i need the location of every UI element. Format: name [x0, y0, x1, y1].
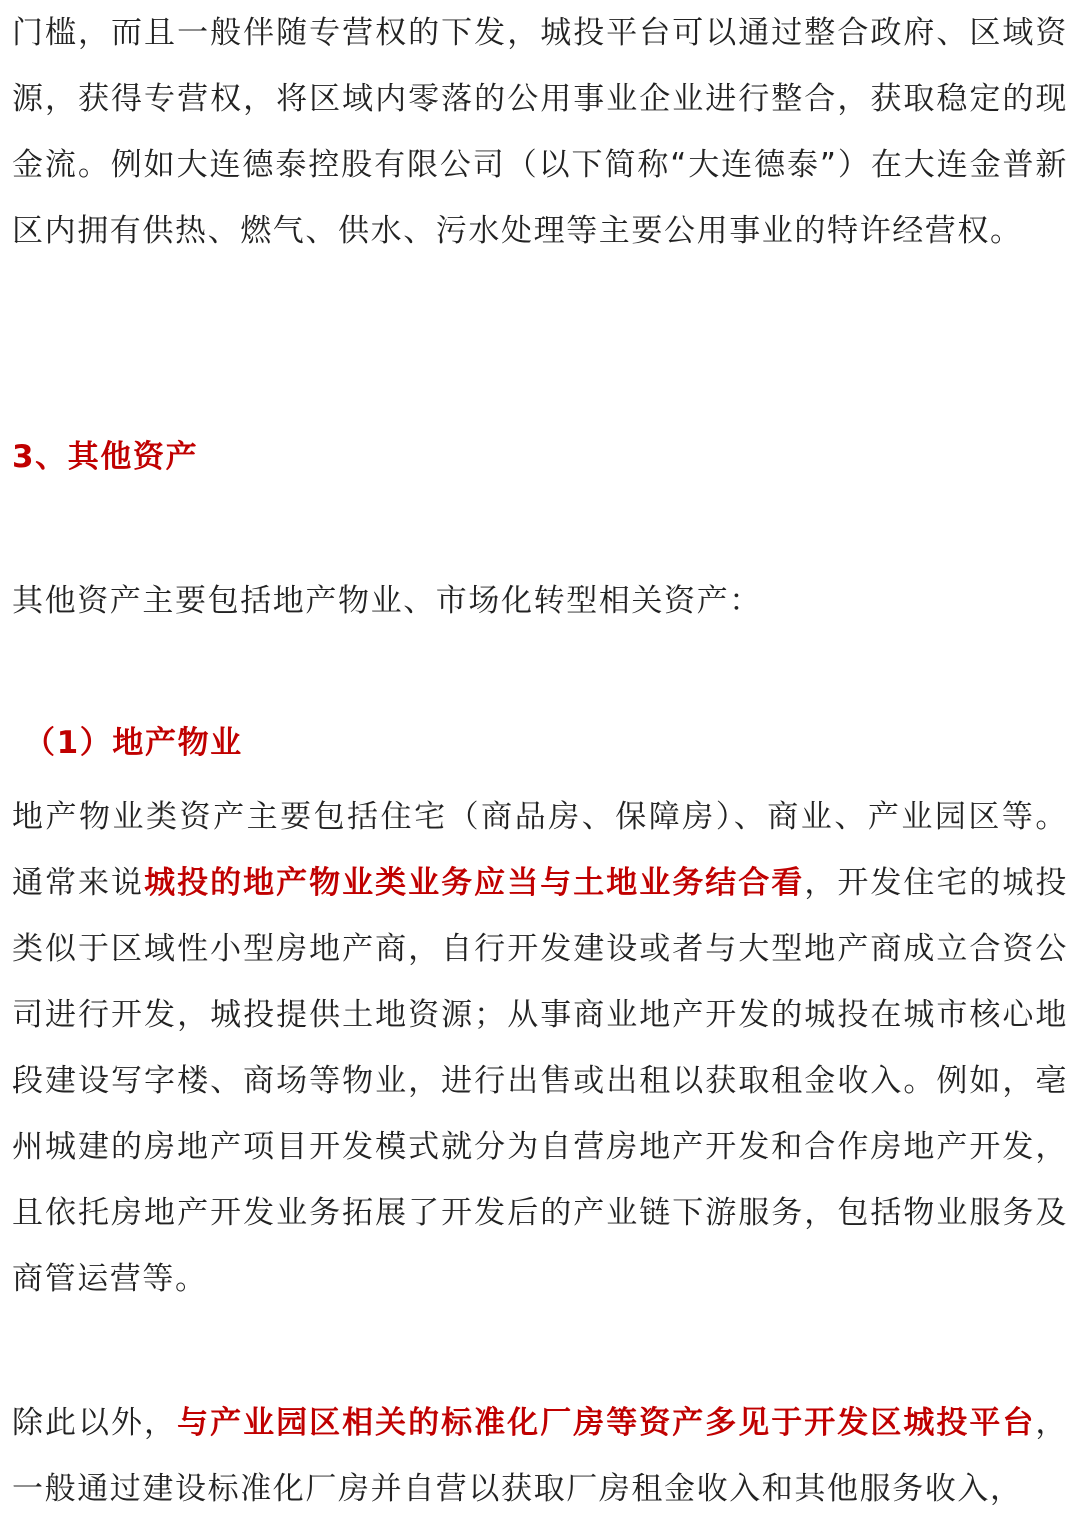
- paragraph-text: 除此以外，: [12, 1405, 178, 1441]
- paragraph-text: 地产物业类资产主要包括住宅（商品房、保障房）、商业、产业园区等。通常来说: [12, 799, 1068, 901]
- paragraph-other-assets-intro: 其他资产主要包括地产物业、市场化转型相关资产：: [12, 583, 762, 619]
- highlighted-text: 与产业园区相关的标准化厂房等资产多见于开发区城投平台: [177, 1405, 1036, 1441]
- highlighted-text: 城投的地产物业类业务应当与土地业务结合看: [144, 865, 805, 901]
- paragraph-utilities: 门槛，而且一般伴随专营权的下发，城投平台可以通过整合政府、区域资源，获得专营权，将区域内零落的公用事业企业进行整合，获取稳定的现金流。例如大连德泰控股有限公司（以下简称“大连德泰”）在大连金普新区内拥有供热、燃气、供水、污水处理等主要公用事业的特许经营权。: [12, 15, 1068, 249]
- paragraph-text: ，开发住宅的城投类似于区域性小型房地产商，自行开发建设或者与大型地产商成立合资公司进行开发，城投提供土地资源；从事商业地产开发的城投在城市核心地段建设写字楼、商场等物业，进行出售或出租以获取租金收入。例如，亳州城建的房地产项目开发模式就分为自营房地产开发和合作房地产开发，且依托房地产开发业务拓展了开发后的产业链下游服务，包括物业服务及商管运营等。: [12, 865, 1068, 1297]
- section-heading-other-assets: 3、其他资产: [12, 439, 199, 475]
- subsection-heading-real-estate: （1）地产物业: [24, 725, 243, 761]
- paragraph-text: ，一般通过建设标准化厂房并自营以获取厂房租金收入和其他服务收入，: [12, 1405, 1068, 1507]
- paragraph-real-estate: [12, 784, 1068, 1312]
- paragraph-industrial-park: [12, 1390, 1068, 1522]
